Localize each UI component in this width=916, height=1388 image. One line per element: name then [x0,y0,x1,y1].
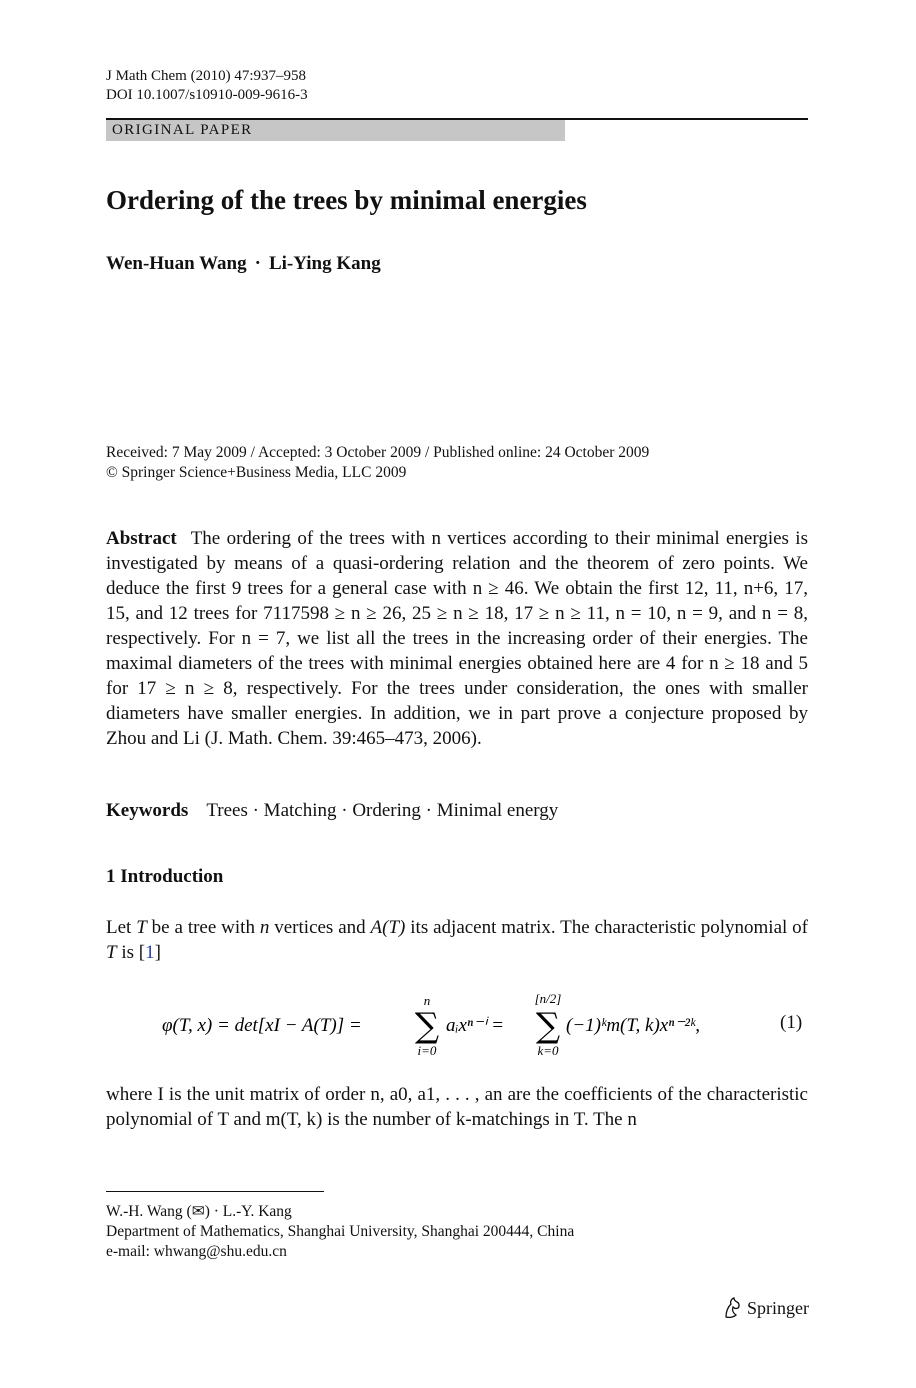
sum1-sigma: ∑ [414,1006,440,1046]
footer-email: e-mail: whwang@shu.edu.cn [106,1243,287,1260]
publisher-logo [722,1297,809,1319]
footnote-rule [106,1191,324,1192]
citation-link[interactable]: 1 [145,942,155,963]
math-A-of-T: A(T) [370,917,406,938]
text-run: is [ [116,942,146,963]
author-2: Li-Ying Kang [268,253,381,274]
text-run: its adjacent matrix. The characteristic polynomial of [405,917,809,938]
sum1-upper: n [423,993,431,1008]
journal-info [106,67,308,105]
keywords [106,800,558,822]
section-heading: 1 Introduction [106,866,224,887]
date-history: Received: 7 May 2009 / Accepted: 3 October 2009 / Published online: 24 October 2009 [106,444,650,461]
equation-number: (1) [780,1012,803,1033]
article-type-banner: ORIGINAL PAPER [106,120,565,141]
math-T: T [106,942,117,963]
sum2-lower: k=0 [537,1043,559,1058]
text-run: Let [106,917,137,938]
paper-title: Ordering of the trees by minimal energies [106,185,587,215]
author-separator: · [254,253,261,274]
equation-term-1: aᵢxⁿ⁻ⁱ = [446,1015,504,1036]
text-run: ] [154,942,161,963]
author-1: Wen-Huan Wang [106,253,247,274]
springer-horse-icon [722,1297,742,1319]
intro-paragraph-2: where I is the unit matrix of order n, a0, a1, . . . , an are the coefficients of the characteristic polynomial of T and m(T, k) is the number of k-matchings in T. The n [106,1084,808,1130]
abstract [106,526,808,751]
sum1-lower: i=0 [417,1043,437,1058]
sum2-sigma: ∑ [535,1006,561,1046]
equation-term-2: (−1)ᵏm(T, k)xⁿ⁻²ᵏ, [566,1015,701,1036]
keywords-label: Keywords [106,800,189,821]
abstract-label: Abstract [106,528,177,549]
abstract-text: The ordering of the trees with n vertices according to their minimal energies is investigated by means of a quasi-ordering relation and the theorem of zero points. We deduce the first 9 trees for a general case with n ≥ 46. We obtain the first 12, 11, n+6, 17, 15, and 12 trees for 7117598 ≥ n ≥ 26, 25 ≥ n ≥ 18, 17 ≥ n ≥ 11, n = 10, n = 9, and n = 8, respectively. For n = 7, we list all the trees in the increasing order of their energies. The maximal diameters of the trees with minimal energies obtained here are 4 for n ≥ 18 and 5 for 17 ≥ n ≥ 8, respectively. For the trees under consideration, the ones with smaller diameters have smaller energies. In addition, we in part prove a conjecture proposed by Zhou and Li (J. Math. Chem. 39:465–473, 2006). [106,528,808,749]
text-run: vertices and [269,917,371,938]
math-n: n [259,917,270,938]
publisher-name: Springer [747,1297,809,1318]
math-T: T [136,917,147,938]
author-list [106,253,381,275]
journal-citation: J Math Chem (2010) 47:937–958 [106,68,306,84]
equation-1 [160,985,810,1065]
journal-doi: DOI 10.1007/s10910-009-9616-3 [106,87,308,103]
copyright-line: © Springer Science+Business Media, LLC 2009 [106,464,407,481]
sum2-upper: [n/2] [534,991,562,1006]
footer-authors: W.-H. Wang (✉) · L.-Y. Kang [106,1203,292,1220]
author-affiliation [106,1202,574,1262]
footer-department: Department of Mathematics, Shanghai University, Shanghai 200444, China [106,1223,575,1240]
intro-paragraph-1 [106,915,808,965]
publication-dates [106,443,649,483]
keywords-text: Trees · Matching · Ordering · Minimal energy [206,800,559,821]
equation-lhs: φ(T, x) = det[xI − A(T)] = [162,1015,362,1036]
text-run: be a tree with [146,917,260,938]
